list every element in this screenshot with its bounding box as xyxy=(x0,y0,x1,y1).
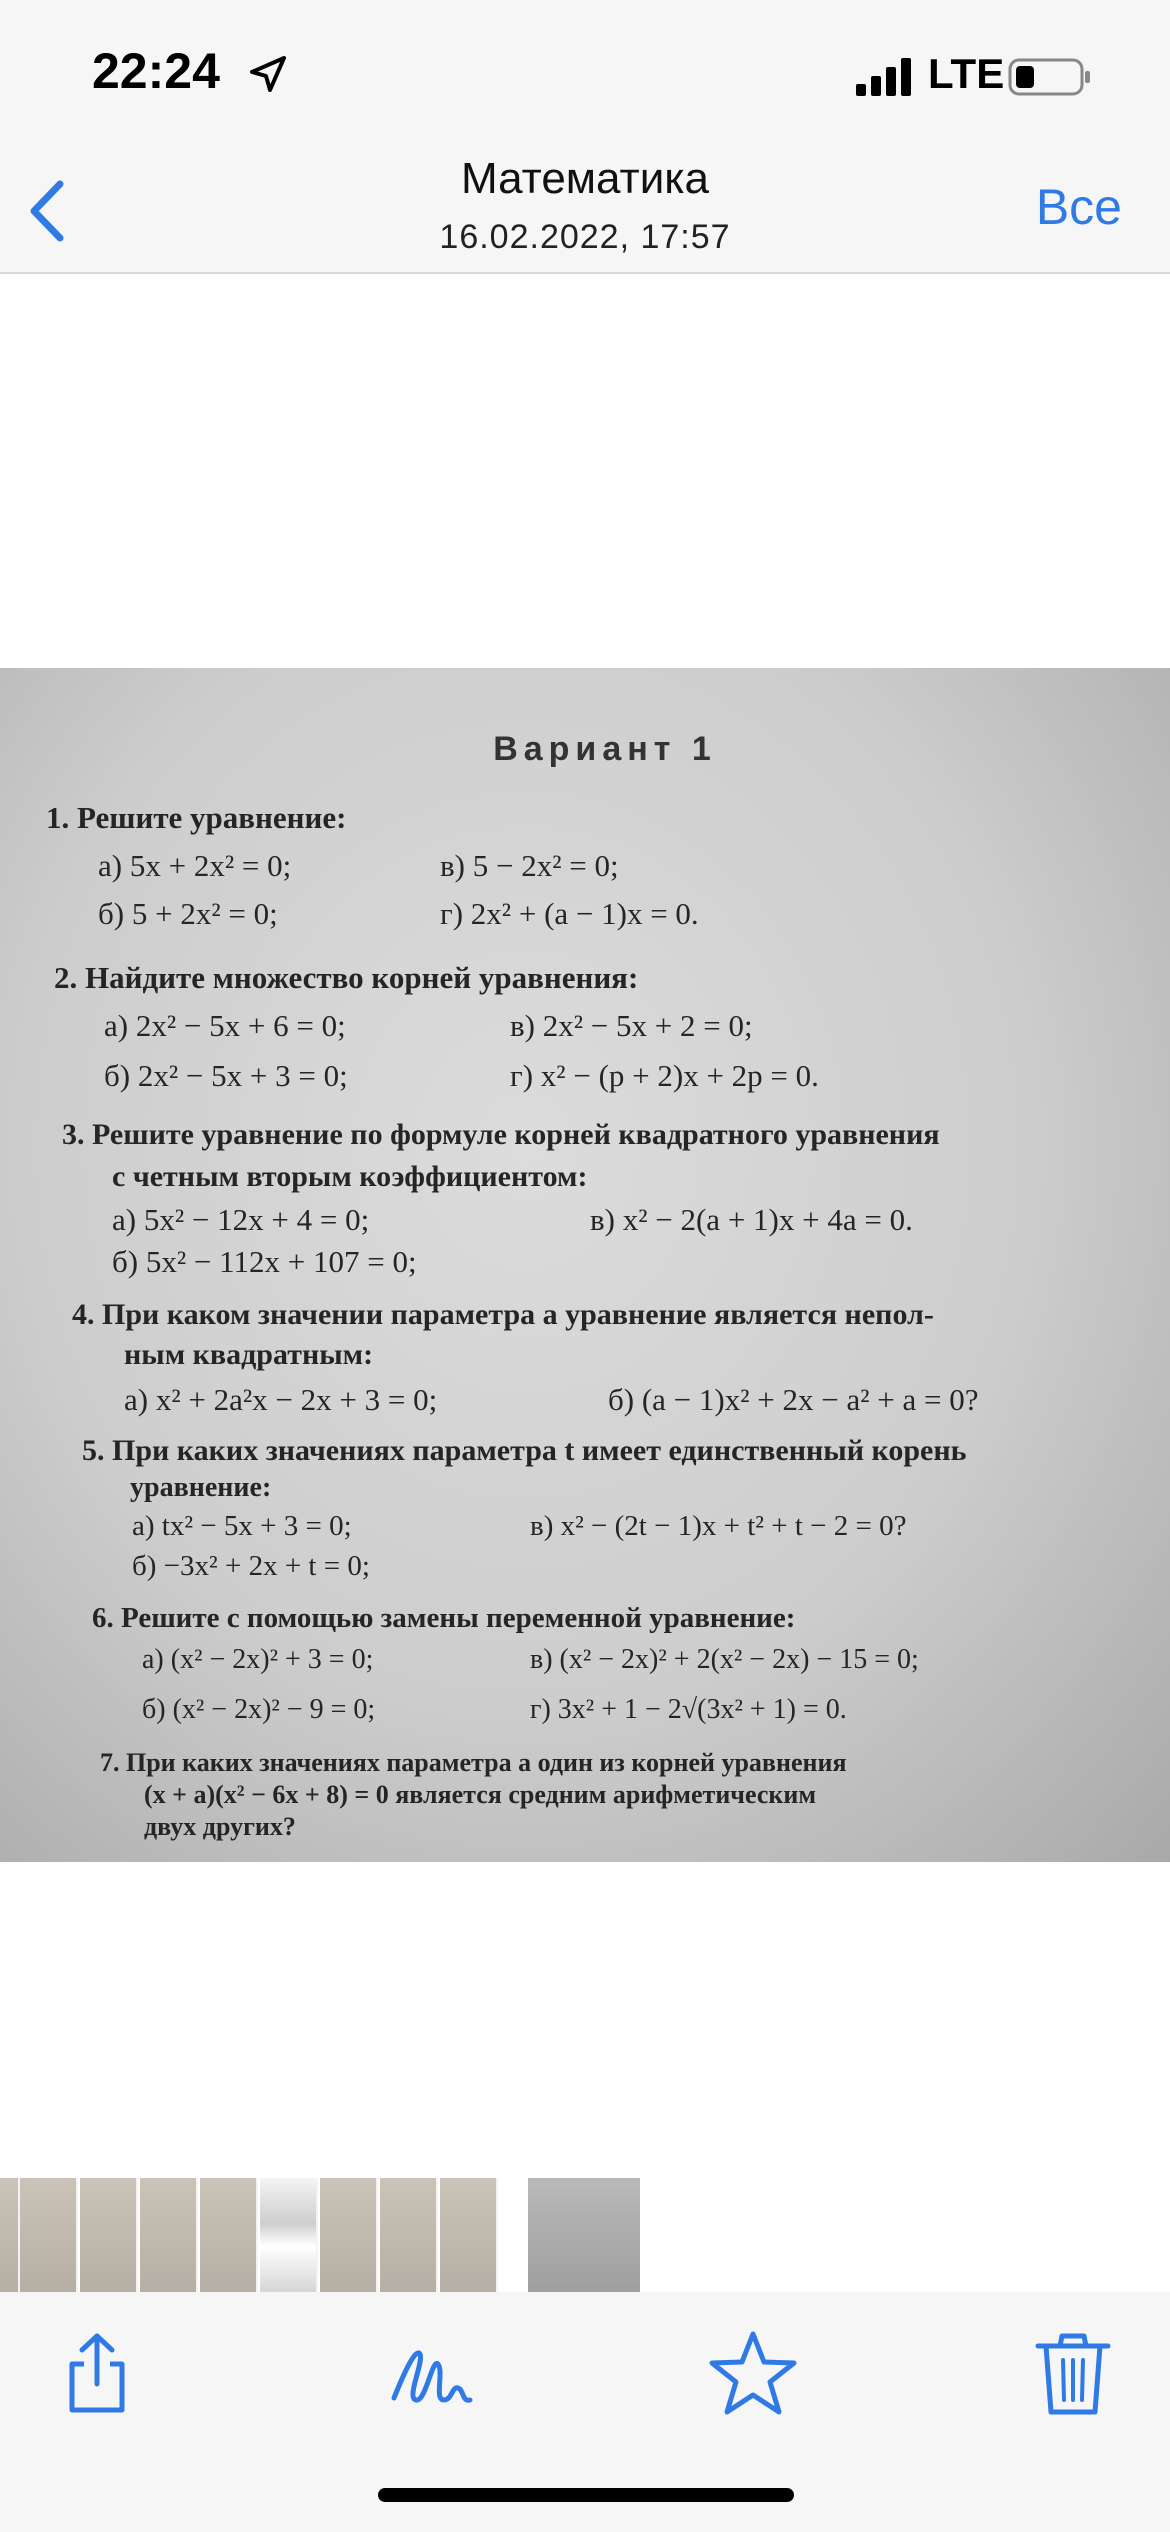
task-6b: б) (x² − 2x)² − 9 = 0; xyxy=(142,1694,376,1725)
task-2-heading: 2. Найдите множество корней уравнения: xyxy=(54,960,639,995)
task-4-heading-cont: ным квадратным: xyxy=(124,1338,374,1371)
task-4-heading: 4. При каком значении параметра a уравнение является непол- xyxy=(72,1298,934,1331)
status-time: 22:24 xyxy=(92,43,220,99)
task-1b: б) 5 + 2x² = 0; xyxy=(98,896,278,931)
markup-icon[interactable] xyxy=(386,2328,476,2418)
task-1g: г) 2x² + (a − 1)x = 0. xyxy=(440,896,699,931)
thumbnail[interactable] xyxy=(140,2178,198,2292)
task-2g: г) x² − (p + 2)x + 2p = 0. xyxy=(510,1058,819,1093)
task-4b: б) (a − 1)x² + 2x − a² + a = 0? xyxy=(608,1382,979,1417)
task-6g: г) 3x² + 1 − 2√(3x² + 1) = 0. xyxy=(530,1694,847,1725)
network-type: LTE xyxy=(928,50,1005,97)
thumbnail[interactable] xyxy=(200,2178,258,2292)
task-7-heading: 7. При каких значениях параметра a один из корней уравнения xyxy=(100,1748,847,1777)
task-4a: а) x² + 2a²x − 2x + 3 = 0; xyxy=(124,1382,438,1417)
star-icon[interactable] xyxy=(708,2328,798,2418)
task-1a: а) 5x + 2x² = 0; xyxy=(98,848,292,883)
trash-icon[interactable] xyxy=(1028,2328,1118,2418)
task-6a: а) (x² − 2x)² + 3 = 0; xyxy=(142,1644,374,1675)
worksheet-title: Вариант 1 xyxy=(493,730,717,768)
task-2v: в) 2x² − 5x + 2 = 0; xyxy=(510,1008,753,1043)
thumbnail[interactable] xyxy=(80,2178,138,2292)
task-7-line-2: (x + a)(x² − 6x + 8) = 0 является средним арифметическим xyxy=(144,1780,817,1809)
battery-icon xyxy=(1008,58,1092,96)
task-5-heading: 5. При каких значениях параметра t имеет единственный корень xyxy=(82,1434,967,1467)
all-photos-button[interactable]: Все xyxy=(1035,179,1122,235)
thumbnail[interactable] xyxy=(320,2178,378,2292)
worksheet-photo xyxy=(0,668,1170,1862)
task-3-heading: 3. Решите уравнение по формуле корней квадратного уравнения xyxy=(62,1118,940,1151)
task-5-heading-cont: уравнение: xyxy=(130,1472,272,1503)
task-3-heading-cont: с четным вторым коэффициентом: xyxy=(112,1160,588,1193)
task-2b: б) 2x² − 5x + 3 = 0; xyxy=(104,1058,348,1093)
task-1v: в) 5 − 2x² = 0; xyxy=(440,848,619,883)
thumbnail[interactable] xyxy=(440,2178,498,2292)
status-bar xyxy=(0,0,1170,140)
task-3a: а) 5x² − 12x + 4 = 0; xyxy=(112,1202,370,1237)
share-icon[interactable] xyxy=(52,2328,142,2418)
task-6v: в) (x² − 2x)² + 2(x² − 2x) − 15 = 0; xyxy=(530,1644,919,1675)
task-6-heading: 6. Решите с помощью замены переменной уравнение: xyxy=(92,1602,796,1634)
task-2a: а) 2x² − 5x + 6 = 0; xyxy=(104,1008,346,1043)
task-7-line-3: двух других? xyxy=(144,1812,296,1841)
navigation-bar xyxy=(0,140,1170,274)
task-5a: а) tx² − 5x + 3 = 0; xyxy=(132,1510,352,1542)
task-1-heading: 1. Решите уравнение: xyxy=(46,800,347,835)
photo-date: 16.02.2022, 17:57 xyxy=(439,218,731,256)
thumbnail-strip[interactable] xyxy=(0,2178,1170,2292)
home-indicator[interactable] xyxy=(378,2488,794,2502)
thumbnail[interactable] xyxy=(0,2178,20,2292)
thumbnail[interactable] xyxy=(380,2178,438,2292)
task-5b: б) −3x² + 2x + t = 0; xyxy=(132,1550,370,1582)
thumbnail[interactable] xyxy=(260,2178,318,2292)
task-5v: в) x² − (2t − 1)x + t² + t − 2 = 0? xyxy=(530,1510,907,1542)
task-3b: б) 5x² − 112x + 107 = 0; xyxy=(112,1244,417,1279)
album-title: Математика xyxy=(461,154,709,203)
photo-viewer[interactable] xyxy=(0,668,1170,1862)
location-arrow-icon xyxy=(248,54,288,94)
task-3v: в) x² − 2(a + 1)x + 4a = 0. xyxy=(590,1202,913,1237)
thumbnail-current[interactable] xyxy=(528,2178,640,2292)
cellular-signal-icon xyxy=(856,58,912,96)
thumbnail[interactable] xyxy=(20,2178,78,2292)
